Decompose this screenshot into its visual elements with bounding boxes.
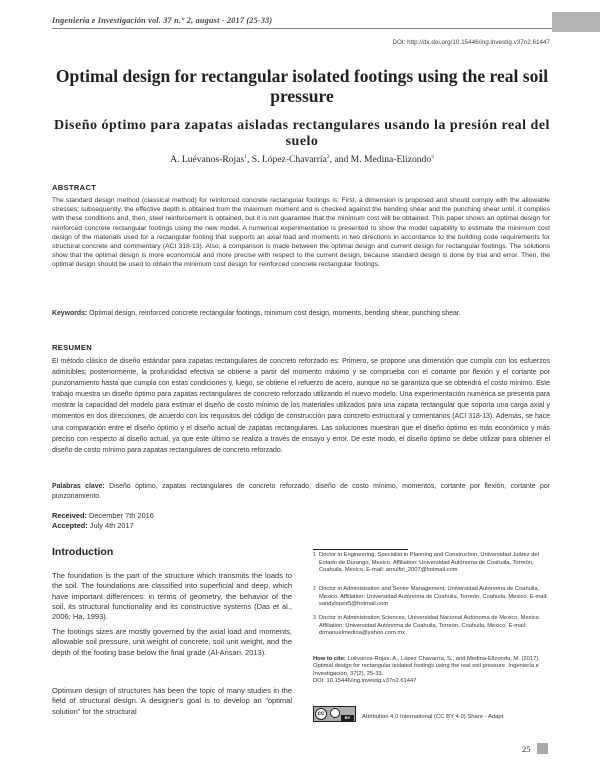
- title-spanish: Diseño óptimo para zapatas aisladas rectangulares usando la presión real del suelo: [54, 118, 550, 149]
- page-corner-tab: [552, 12, 600, 32]
- footnote-number: 2: [313, 586, 316, 592]
- how-to-cite: [313, 656, 553, 685]
- footnote-text: Doctor in Engineering, Specialist in Planning and Construction, Universidad Juárez del Estado de Durango, Mexico. Affiliation: Universidad Autónoma de Coahuila, Torreón, Coahuila, Mexico. E-mail: arnulfol_2007@hotmail.com: [319, 552, 539, 573]
- how-to-cite-label: How to cite:: [313, 656, 346, 662]
- footnote-text: Doctor in Administration Sciences, Universidad Nacional Autónoma de Mexico, Mexico. Affiliation: Universidad Autónoma de Coahuila, Torreón, Coahuila, Mexico. E-mail: drmanuelmedina@yahoo.com.mx: [319, 615, 541, 636]
- cc-icon: cc: [315, 708, 327, 720]
- intro-paragraph: The footings sizes are mostly governed by the axial load and moments, allowable soil pressure, unit weight of concrete, soil unit weight, and the depth of the footing base below the final grade (Al-Ansari, 2013).: [52, 627, 292, 657]
- cc-by-label: BY: [341, 715, 354, 721]
- journal-header: Ingeniería e Investigación vol. 37 n.° 2, august - 2017 (25-33): [52, 16, 273, 25]
- header-rule: [52, 28, 552, 29]
- doi-link[interactable]: DOI: http://dx.doi.org/10.15446/ing.investig.v37n2.61447: [392, 39, 550, 46]
- how-to-cite-doi[interactable]: DOI: 10.15446/ing.investig.v37n2.61447: [313, 677, 417, 684]
- cc-license-badge[interactable]: [313, 706, 356, 722]
- introduction-heading: Introduction: [52, 546, 114, 558]
- accepted-date: July 4th 2017: [89, 521, 134, 530]
- how-to-cite-text: Luévanos-Rojas, A., López Chavarría, S., and Medina-Elizondo, M. (2017). Optimal design for rectangular isolated footings using the real soil pressure. Ingeniería e Investigación, 37(2), 25-33.: [313, 656, 540, 677]
- author-separator: , and: [329, 154, 351, 166]
- author-name: A. Luévanos-Rojas: [170, 154, 245, 166]
- palabras-clave-text: Diseño óptimo, zapatas rectangulares de concreto reforzado, diseño de costo mínimo, momentos, cortante por flexión, cortante por punzonamiento.: [52, 483, 550, 500]
- author-affiliation-mark: 3: [431, 154, 434, 160]
- footnote-rule: [313, 549, 408, 550]
- author-separator: ,: [246, 154, 252, 166]
- title-english: Optimal design for rectangular isolated footings using the real soil pressure: [55, 66, 549, 106]
- author-name: S. López-Chavarría: [251, 154, 327, 166]
- author-affiliation-mark: 2: [326, 154, 330, 160]
- abstract-body: The standard design method (classical method) for reinforced concrete rectangular footings is: First, a dimension is proposed and should comply with the allowable stresses; subsequently, the effective depth is obtained from the maximum moment and is checked against the bending shear and the punching shear until, it complies with these conditions and, then, steel reinforcement is obtained, but it is not guarantee that the minimum cost will be obtained. This paper shows an optimal design for reinforced concrete rectangular footings using the new model. A numerical experimentation is presented to show the model capability to estimate the minimum cost design of the materials used for a rectangular footing that supports an axial load and moments in two directions in accordance to the building code requirements for structural concrete and commentary (ACI 318-13). Also, a comparison is made between the optimal design and current design for rectangular footings. The solutions show that the optimal design is more economical and more precise with respect to the current design, because standard design is done by trial and error. Then, the optimal design should be used to obtain the minimum cost design for reinforced concrete rectangular footings.: [52, 197, 550, 269]
- received-label: Received:: [52, 511, 87, 520]
- abstract-heading: ABSTRACT: [52, 183, 97, 192]
- footnote-text: Doctor in Administration and Senior Management, Universidad Autónoma de Coahuila, Mexico. Affiliation: Universidad Autónoma de Coahuila, Torreón, Coahuila, Mexico. E-mail: sandylopez5@hotmail.com: [319, 586, 548, 607]
- page-number: 25: [522, 744, 531, 754]
- palabras-clave-line: [52, 482, 550, 501]
- intro-paragraph: The foundation is the part of the structure which transmits the loads to the soil. The foundations are classified into superficial and deep, which have important differences: in terms of geometry, the behavior of the soil, its structural functionality and its constructive systems (Das et al., 2006; Ha, 1993).: [52, 571, 292, 622]
- license-text: Attribution 4.0 International (CC BY 4.0) Share - Adapt: [362, 714, 504, 720]
- article-dates: [52, 511, 154, 531]
- footnote-number: 3: [313, 615, 316, 621]
- received-date: December 7th 2016: [88, 511, 154, 520]
- palabras-clave-label: Palabras clave:: [52, 483, 105, 490]
- keywords-label: Keywords:: [52, 310, 88, 317]
- keywords-text: Optimal design, reinforced concrete rectangular footings, minimum cost design, moments, bending shear, punching shear.: [89, 310, 461, 317]
- author-list: [52, 154, 552, 165]
- intro-paragraph: Optimum design of structures has been the topic of many studies in the field of structural design. A designer's goal is to develop an “optimal solution” for the structural: [52, 686, 292, 716]
- attribution-person-icon: [330, 708, 340, 718]
- footnote: [313, 586, 553, 609]
- footnote-number: 1: [313, 552, 316, 558]
- resumen-heading: RESUMEN: [52, 343, 93, 352]
- resumen-body: El método clásico de diseño estándar para zapatas rectangulares de concreto reforzado es: Primero, se propone una dimensión que cumpla con los esfuerzos admisibles; posteriormente, la profundidad efectiva se obtiene a partir del momento máximo y se comprueba con el cortante por flexión y el cortante por punzonamiento hasta que cumpla con estas condiciones y, luego, se obtiene el refuerzo de acero, aunque no se garantiza que se obtendrá el costo mínimo. Este trabajo muestra un diseño óptimo para zapatas rectangulares de concreto reforzado utilizando el nuevo modelo. Una experimentación numérica se presenta para mostrar la capacidad del modelo para estimar el diseño de costo mínimo de los materiales utilizados para una zapata rectangular que soporta una carga axial y momentos en dos direcciones, de acuerdo con los requisitos del código de construcción para concreto estructural y comentarios (ACI 318-13). Además, se hace una comparación entre el diseño óptimo y el diseño actual de zapatas rectangulares. Las soluciones muestran que el diseño óptimo es más económico y más preciso con respecto al diseño actual, ya que este último se realiza a través de ensayo y error. De este modo, el diseño óptimo se debe utilizar para obtener el diseño de costo mínimo para zapatas rectangulares de concreto reforzado.: [52, 358, 550, 454]
- footnotes: [313, 552, 553, 652]
- author-affiliation-mark: 1: [244, 154, 247, 160]
- footnote: [313, 615, 553, 638]
- author-name: M. Medina-Elizondo: [350, 154, 432, 166]
- keywords-line: [52, 309, 550, 319]
- footnote: [313, 552, 553, 575]
- page-number-marker: [537, 743, 548, 754]
- accepted-label: Accepted:: [52, 521, 88, 530]
